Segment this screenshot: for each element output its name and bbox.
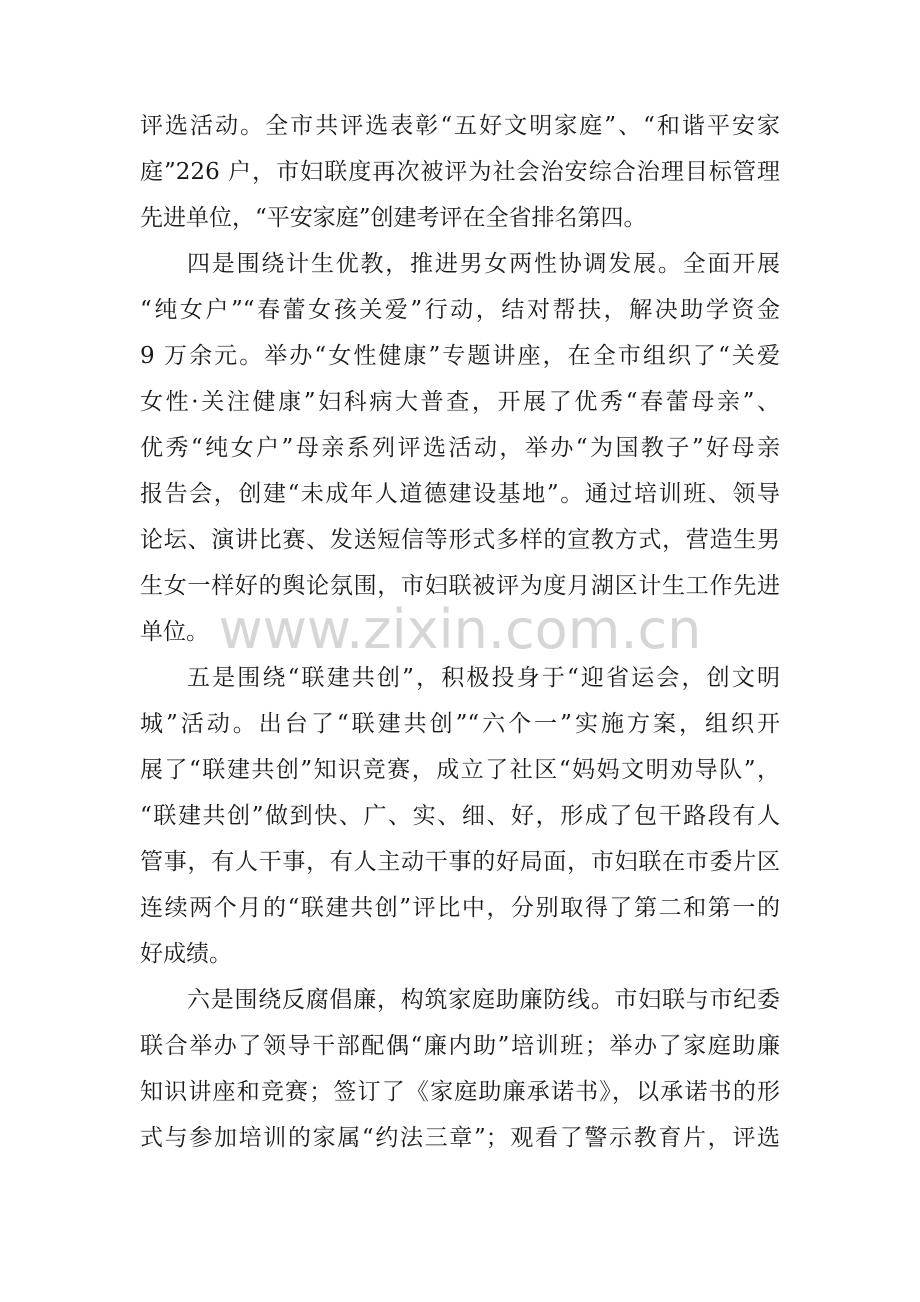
text-line: “纯女户”“春蕾女孩关爱”行动，结对帮扶，解决助学资金	[140, 297, 780, 323]
text-line: 优秀“纯女户”母亲系列评选活动，举办“为国教子”好母亲	[140, 435, 780, 461]
text-line: 城”活动。出台了“联建共创”“六个一”实施方案，组织开	[140, 711, 780, 737]
text-line: 先进单位，“平安家庭”创建考评在全省排名第四。	[140, 205, 647, 231]
text-line: 式与参加培训的家属“约法三章”；观看了警示教育片，评选	[140, 1125, 780, 1151]
text-line: 联合举办了领导干部配偶“廉内助”培训班；举办了家庭助廉	[140, 1033, 780, 1059]
text-line: 女性·关注健康”妇科病大普查，开展了优秀“春蕾母亲”、	[140, 389, 780, 415]
text-line: 生女一样好的舆论氛围，市妇联被评为度月湖区计生工作先进	[140, 573, 780, 599]
text-line: 展了“联建共创”知识竞赛，成立了社区“妈妈文明劝导队”，	[140, 757, 780, 783]
text-line: 庭”226 户，市妇联度再次被评为社会治安综合治理目标管理	[140, 159, 780, 185]
paragraph-start-line: 六是围绕反腐倡廉，构筑家庭助廉防线。市妇联与市纪委	[187, 987, 780, 1013]
text-line: 单位。	[140, 619, 209, 645]
paragraph-start-line: 四是围绕计生优教，推进男女两性协调发展。全面开展	[187, 251, 780, 277]
text-line: “联建共创”做到快、广、实、细、好，形成了包干路段有人	[140, 803, 780, 829]
text-line: 管事，有人干事，有人主动干事的好局面，市妇联在市委片区	[140, 849, 780, 875]
text-line: 知识讲座和竞赛；签订了《家庭助廉承诺书》，以承诺书的形	[140, 1079, 780, 1105]
text-line: 好成绩。	[140, 941, 232, 967]
text-line: 9 万余元。举办“女性健康”专题讲座，在全市组织了“关爱	[140, 343, 780, 369]
text-line: 连续两个月的“联建共创”评比中，分别取得了第二和第一的	[140, 895, 780, 921]
text-line: 报告会，创建“未成年人道德建设基地”。通过培训班、领导	[140, 481, 780, 507]
watermark: www.zixin.com.cn	[218, 598, 702, 661]
paragraph-start-line: 五是围绕“联建共创”，积极投身于“迎省运会，创文明	[187, 665, 780, 691]
text-line: 论坛、演讲比赛、发送短信等形式多样的宣教方式，营造生男	[140, 527, 780, 553]
text-line: 评选活动。全市共评选表彰“五好文明家庭”、“和谐平安家	[140, 113, 780, 139]
